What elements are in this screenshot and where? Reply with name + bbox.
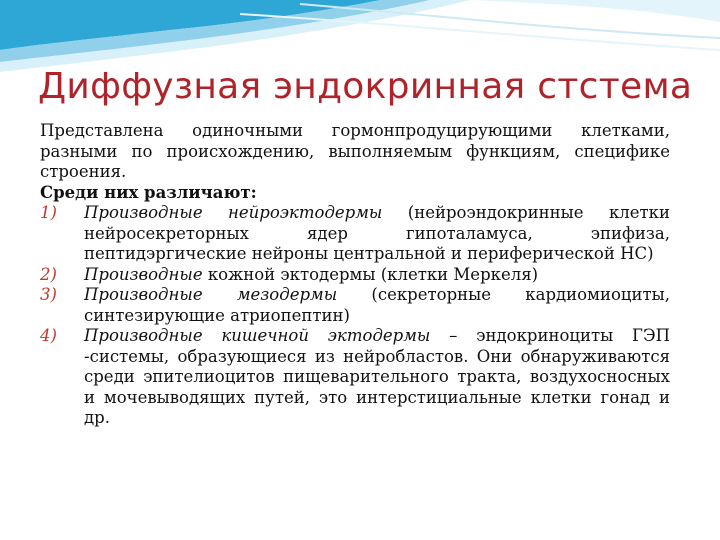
item-italic-term: Производные нейроэктодермы (84, 203, 383, 222)
list-item (40, 265, 670, 286)
list-number: 3) (40, 285, 57, 304)
list-item (40, 326, 670, 429)
item-text: (секреторные кардиомиоциты, синтезирующие атриопептин) (84, 285, 670, 325)
wave-light-right (470, 0, 720, 22)
slide-body (40, 121, 670, 429)
list-number: 4) (40, 326, 57, 345)
slide-title: Диффузная эндокринная стстема (38, 66, 693, 107)
item-text: кожной эктодермы (клетки Меркеля) (202, 264, 539, 284)
item-italic-term: Производные (84, 264, 203, 284)
item-italic-term: Производные мезодермы (84, 285, 338, 304)
origin-list (40, 203, 670, 429)
item-italic-term: Производные кишечной эктодермы (84, 326, 431, 345)
list-heading: Среди них различают: (40, 182, 257, 202)
intro-paragraph: Представлена одиночными гормонпродуцирующими клетками, разными по происхождению, выполняемым функциям, специфике строения. (40, 121, 670, 181)
item-text: – эндокриноциты ГЭП -системы, образующиеся из нейробластов. Они обнаруживаются среди эпителиоцитов пищеварительного тракта, воздухосносных и мочевыводящих путей, это интерстициальные клетки гонад и др. (84, 326, 670, 427)
item-text: (нейроэндокринные клетки нейросекреторных ядер гипоталамуса, эпифиза, пептидэргические нейроны центральной и периферической НС) (84, 203, 670, 263)
list-number: 1) (40, 203, 57, 222)
list-number: 2) (40, 264, 57, 284)
list-item (40, 203, 670, 265)
list-item (40, 285, 670, 326)
